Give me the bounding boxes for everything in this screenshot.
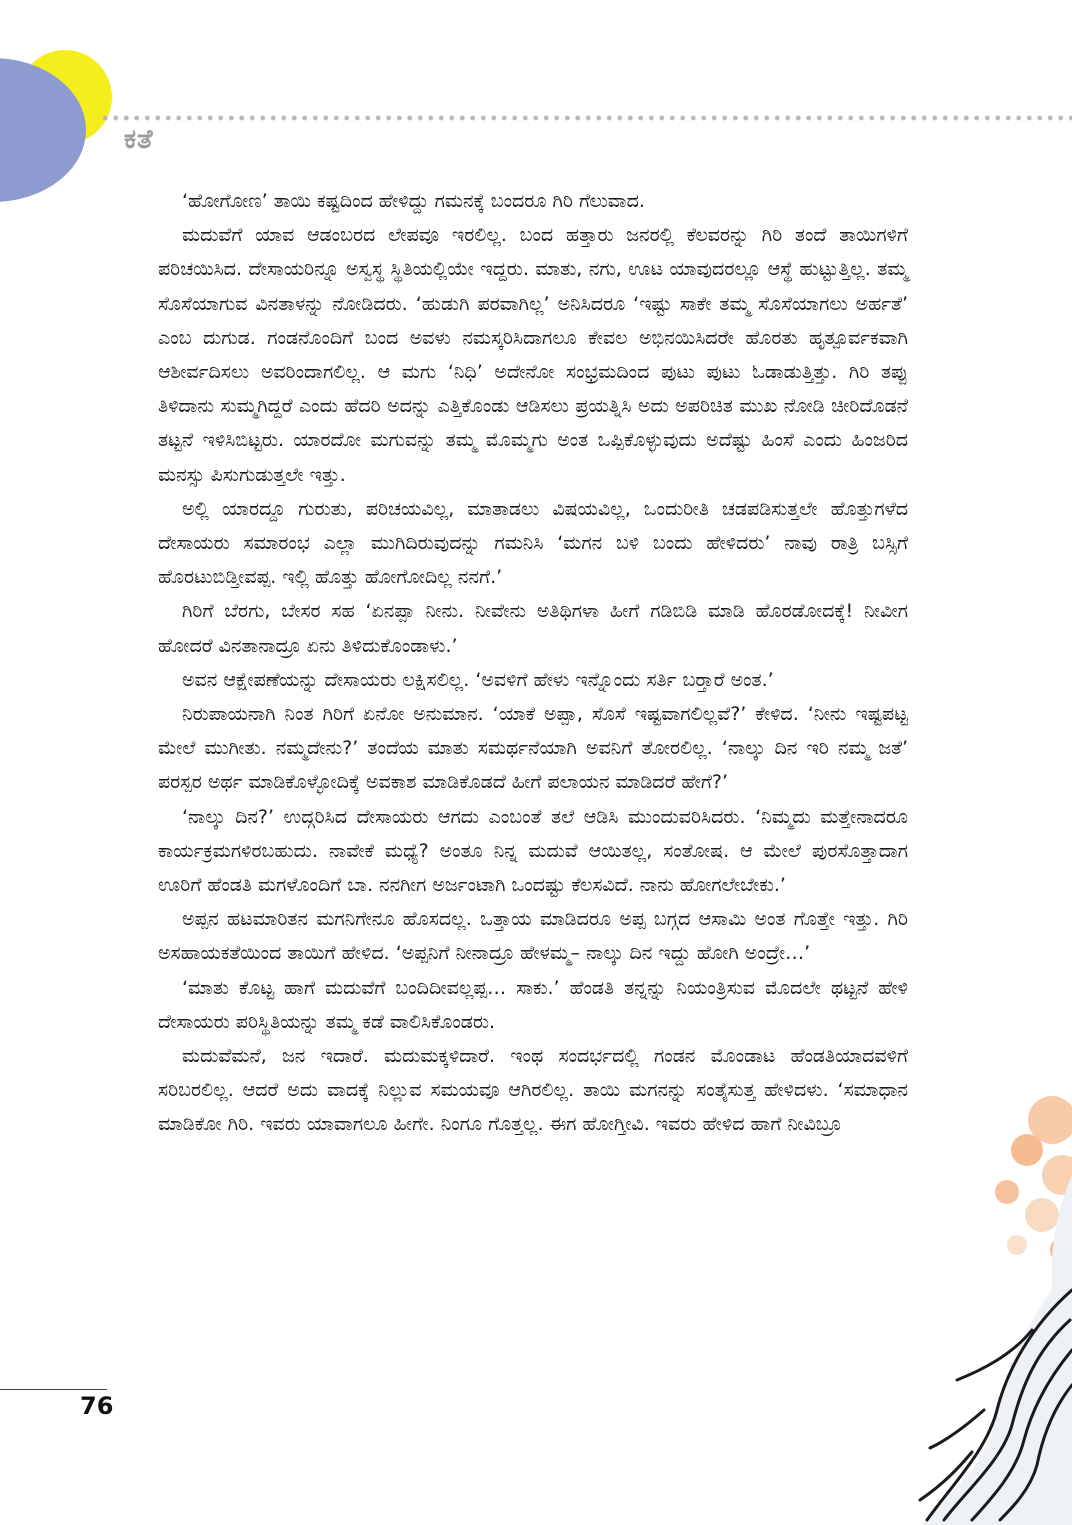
- story-body: [158, 184, 908, 1142]
- section-label: ಕತೆ: [124, 124, 154, 155]
- paragraph: ಮದುವೆಮನೆ, ಜನ ಇದಾರೆ. ಮದುಮಕ್ಕಳಿದಾರೆ. ಇಂಥ ಸಂದರ್ಭದಲ್ಲಿ ಗಂಡನ ಮೊಂಡಾಟ ಹೆಂಡತಿಯಾದವಳಿಗೆ ಸರಿಬರಲಿಲ್ಲ. ಆದರೆ ಅದು ವಾದಕ್ಕೆ ನಿಲ್ಲುವ ಸಮಯವೂ ಆಗಿರಲಿಲ್ಲ. ತಾಯಿ ಮಗನನ್ನು ಸಂತೈಸುತ್ತ ಹೇಳಿದಳು. ‘ಸಮಾಧಾನ ಮಾಡಿಕೋ ಗಿರಿ. ಇವರು ಯಾವಾಗಲೂ ಹೀಗೇ. ನಿಂಗೂ ಗೊತ್ತಲ್ಲ. ಈಗ ಹೋಗ್ತೀವಿ. ಇವರು ಹೇಳಿದ ಹಾಗೆ ನೀವಿಬ್ರೂ: [158, 1045, 908, 1136]
- paragraph: ನಿರುಪಾಯನಾಗಿ ನಿಂತ ಗಿರಿಗೆ ಏನೋ ಅನುಮಾನ. ‘ಯಾಕೆ ಅಪ್ಪಾ, ಸೊಸೆ ಇಷ್ಟವಾಗಲಿಲ್ಲವೆ?’ ಕೇಳಿದ. ‘ನೀನು ಇಷ್ಟಪಟ್ಟ ಮೇಲೆ ಮುಗೀತು. ನಮ್ಮದೇನು?’ ತಂದೆಯ ಮಾತು ಸಮರ್ಥನೆಯಾಗಿ ಅವನಿಗೆ ತೋರಲಿಲ್ಲ. ‘ನಾಲ್ಕು ದಿನ ಇರಿ ನಮ್ಮ ಜತೆ’ ಪರಸ್ಪರ ಅರ್ಥ ಮಾಡಿಕೊಳ್ಳೋದಿಕ್ಕೆ ಅವಕಾಶ ಮಾಡಿಕೊಡದೆ ಹೀಗೆ ಪಲಾಯನ ಮಾಡಿದರೆ ಹೇಗೆ?’: [158, 703, 908, 794]
- paragraph: ‘ಹೋಗೋಣ’ ತಾಯಿ ಕಷ್ಟದಿಂದ ಹೇಳಿದ್ದು ಗಮನಕ್ಕೆ ಬಂದರೂ ಗಿರಿ ಗೆಲುವಾದ.: [182, 190, 645, 212]
- paragraph: ಅವನ ಆಕ್ಷೇಪಣೆಯನ್ನು ದೇಸಾಯರು ಲಕ್ಷಿಸಲಿಲ್ಲ. ‘ಅವಳಿಗೆ ಹೇಳು ಇನ್ನೊಂದು ಸರ್ತಿ ಬರ್‍ತಾರೆ ಅಂತ.’: [182, 668, 774, 691]
- dotted-header-rule: [100, 114, 1072, 122]
- paragraph: ‘ಮಾತು ಕೊಟ್ಟ ಹಾಗೆ ಮದುವೆಗೆ ಬಂದಿದೀವಲ್ಲಪ್ಪ… ಸಾಕು.’ ಹೆಂಡತಿ ತನ್ನನ್ನು ನಿಯಂತ್ರಿಸುವ ಮೊದಲೇ ಥಟ್ಟನೆ ಹೇಳಿ ದೇಸಾಯರು ಪರಿಸ್ಥಿತಿಯನ್ನು ತಮ್ಮ ಕಡೆ ವಾಲಿಸಿಕೊಂಡರು.: [158, 976, 908, 1033]
- paragraph: ಮದುವೆಗೆ ಯಾವ ಆಡಂಬರದ ಲೇಪವೂ ಇರಲಿಲ್ಲ. ಬಂದ ಹತ್ತಾರು ಜನರಲ್ಲಿ ಕೆಲವರನ್ನು ಗಿರಿ ತಂದೆ ತಾಯಿಗಳಿಗೆ ಪರಿಚಯಿಸಿದ. ದೇಸಾಯರಿನ್ನೂ ಅಸ್ವಸ್ಥ ಸ್ಥಿತಿಯಲ್ಲಿಯೇ ಇದ್ದರು. ಮಾತು, ನಗು, ಊಟ ಯಾವುದರಲ್ಲೂ ಆಸ್ಥೆ ಹುಟ್ಟುತ್ತಿಲ್ಲ. ತಮ್ಮ ಸೊಸೆಯಾಗುವ ವಿನತಾಳನ್ನು ನೋಡಿದರು. ‘ಹುಡುಗಿ ಪರವಾಗಿಲ್ಲ’ ಅನಿಸಿದರೂ ‘ಇಷ್ಟು ಸಾಕೇ ತಮ್ಮ ಸೊಸೆಯಾಗಲು ಅರ್ಹತೆ’ ಎಂಬ ದುಗುಡ. ಗಂಡನೊಂದಿಗೆ ಬಂದ ಅವಳು ನಮಸ್ಕರಿಸಿದಾಗಲೂ ಕೇವಲ ಅಭಿನಯಿಸಿದರೇ ಹೊರತು ಹೃತ್ಪೂರ್ವಕವಾಗಿ ಆಶೀರ್ವದಿಸಲು ಅವರಿಂದಾಗಲಿಲ್ಲ. ಆ ಮಗು ‘ನಿಧಿ’ ಅದೇನೋ ಸಂಭ್ರಮದಿಂದ ಪುಟು ಪುಟು ಓಡಾಡುತ್ತಿತ್ತು. ಗಿರಿ ತಪ್ಪು ತಿಳಿದಾನು ಸುಮ್ಮಗಿದ್ದರೆ ಎಂದು ಹೆದರಿ ಅದನ್ನು ಎತ್ತಿಕೊಂಡು ಆಡಿಸಲು ಪ್ರಯತ್ನಿಸಿ ಅದು ಅಪರಿಚಿತ ಮುಖ ನೋಡಿ ಚೀರಿದೊಡನೆ ತಟ್ಟನೆ ಇಳಿಸಿಬಿಟ್ಟರು. ಯಾರದೋ ಮಗುವನ್ನು ತಮ್ಮ ಮೊಮ್ಮಗು ಅಂತ ಒಪ್ಪಿಕೊಳ್ಳುವುದು ಅದೆಷ್ಟು ಹಿಂಸೆ ಎಂದು ಹಿಂಜರಿದ ಮನಸ್ಸು ಪಿಸುಗುಡುತ್ತಲೇ ಇತ್ತು.: [158, 224, 908, 486]
- paragraph: ಗಿರಿಗೆ ಬೆರಗು, ಬೇಸರ ಸಹ ‘ಏನಪ್ಪಾ ನೀನು. ನೀವೇನು ಅತಿಥಿಗಳಾ ಹೀಗೆ ಗಡಿಬಿಡಿ ಮಾಡಿ ಹೊರಡೋದಕ್ಕೆ! ನೀವೀಗ ಹೋದರೆ ವಿನತಾನಾದ್ರೂ ಏನು ತಿಳಿದುಕೊಂಡಾಳು.’: [158, 600, 908, 657]
- paragraph: ಅಲ್ಲಿ ಯಾರದ್ದೂ ಗುರುತು, ಪರಿಚಯವಿಲ್ಲ, ಮಾತಾಡಲು ವಿಷಯವಿಲ್ಲ, ಒಂದುರೀತಿ ಚಡಪಡಿಸುತ್ತಲೇ ಹೊತ್ತುಗಳೆದ ದೇಸಾಯರು ಸಮಾರಂಭ ಎಲ್ಲಾ ಮುಗಿದಿರುವುದನ್ನು ಗಮನಿಸಿ ‘ಮಗನ ಬಳಿ ಬಂದು ಹೇಳಿದರು’ ನಾವು ರಾತ್ರಿ ಬಸ್ಸಿಗೆ ಹೊರಟುಬಿಡ್ತೀವಪ್ಪ. ಇಲ್ಲಿ ಹೊತ್ತು ಹೋಗೋದಿಲ್ಲ ನನಗೆ.’: [158, 497, 908, 589]
- paragraph: ‘ನಾಲ್ಕು ದಿನ?’ ಉದ್ಗರಿಸಿದ ದೇಸಾಯರು ಆಗದು ಎಂಬಂತೆ ತಲೆ ಆಡಿಸಿ ಮುಂದುವರಿಸಿದರು. ‘ನಿಮ್ಮದು ಮತ್ತೇನಾದರೂ ಕಾರ್ಯಕ್ರಮಗಳಿರಬಹುದು. ನಾವೇಕೆ ಮಧ್ಯೆ? ಅಂತೂ ನಿನ್ನ ಮದುವೆ ಆಯಿತಲ್ಲ, ಸಂತೋಷ. ಆ ಮೇಲೆ ಪುರಸೊತ್ತಾದಾಗ ಊರಿಗೆ ಹೆಂಡತಿ ಮಗಳೊಂದಿಗೆ ಬಾ. ನನಗೀಗ ಅರ್ಜಂಟಾಗಿ ಒಂದಷ್ಟು ಕೆಲಸವಿದೆ. ನಾನು ಹೋಗಲೇಬೇಕು.’: [158, 805, 908, 897]
- page-number-rule: [0, 1389, 107, 1390]
- page-number: 76: [80, 1392, 114, 1420]
- illustration-sketch: [912, 1080, 1072, 1525]
- paragraph: ಅಪ್ಪನ ಹಟಮಾರಿತನ ಮಗನಿಗೇನೂ ಹೊಸದಲ್ಲ. ಒತ್ತಾಯ ಮಾಡಿದರೂ ಅಪ್ಪ ಬಗ್ಗದ ಆಸಾಮಿ ಅಂತ ಗೊತ್ತೇ ಇತ್ತು. ಗಿರಿ ಅಸಹಾಯಕತೆಯಿಂದ ತಾಯಿಗೆ ಹೇಳಿದ. ‘ಅಪ್ಪನಿಗೆ ನೀನಾದ್ರೂ ಹೇಳಮ್ಮ– ನಾಲ್ಕು ದಿನ ಇದ್ದು ಹೋಗಿ ಅಂದ್ರೇ…’: [158, 908, 908, 965]
